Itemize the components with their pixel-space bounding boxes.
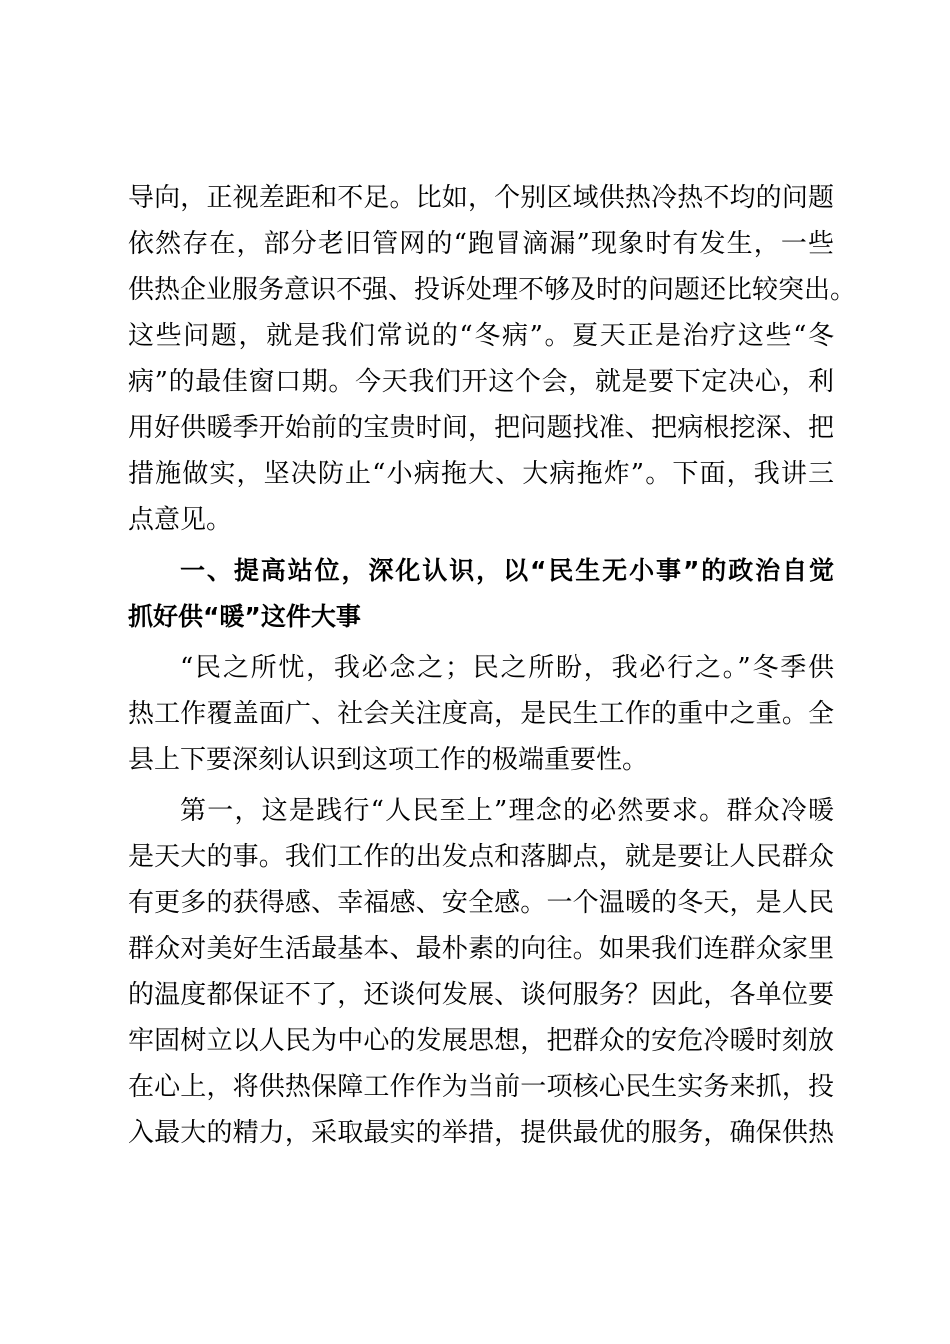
paragraph-line: 病”的最佳窗口期。今天我们开这个会，就是要下定决心，利 <box>128 367 834 397</box>
paragraph-line: 依然存在，部分老旧管网的“跑冒滴漏”现象时有发生，一些 <box>128 229 834 259</box>
paragraph-line: 牢固树立以人民为中心的发展思想，把群众的安危冷暖时刻放 <box>128 1026 834 1056</box>
paragraph-line: “民之所忧，我必念之；民之所盼，我必行之。”冬季供 <box>180 653 834 683</box>
paragraph-line: 是天大的事。我们工作的出发点和落脚点，就是要让人民群众 <box>128 842 834 872</box>
paragraph-line: 有更多的获得感、幸福感、安全感。一个温暖的冬天，是人民 <box>128 888 834 918</box>
paragraph-line: 第一，这是践行“人民至上”理念的必然要求。群众冷暖 <box>180 796 834 826</box>
paragraph-line: 供热企业服务意识不强、投诉处理不够及时的问题还比较突出。 <box>128 275 857 305</box>
paragraph-line: 导向，正视差距和不足。比如，个别区域供热冷热不均的问题 <box>128 183 834 213</box>
paragraph-line: 用好供暖季开始前的宝贵时间，把问题找准、把病根挖深、把 <box>128 413 834 443</box>
paragraph-line: 群众对美好生活最基本、最朴素的向往。如果我们连群众家里 <box>128 934 834 964</box>
paragraph-line: 县上下要深刻认识到这项工作的极端重要性。 <box>128 745 649 775</box>
paragraph-line: 点意见。 <box>128 505 233 535</box>
section-heading-line: 一、提高站位，深化认识，以“民生无小事”的政治自觉 <box>180 556 834 585</box>
paragraph-line: 在心上，将供热保障工作作为当前一项核心民生实务来抓，投 <box>128 1072 834 1102</box>
paragraph-line: 的温度都保证不了，还谈何发展、谈何服务？因此，各单位要 <box>128 980 834 1010</box>
paragraph-line: 这些问题，就是我们常说的“冬病”。夏天正是治疗这些“冬 <box>128 321 834 351</box>
paragraph-line: 热工作覆盖面广、社会关注度高，是民生工作的重中之重。全 <box>128 699 834 729</box>
paragraph-line: 入最大的精力，采取最实的举措，提供最优的服务，确保供热 <box>128 1118 834 1148</box>
section-heading-line: 抓好供“暖”这件大事 <box>128 602 361 631</box>
paragraph-line: 措施做实，坚决防止“小病拖大、大病拖炸”。下面，我讲三 <box>128 459 834 489</box>
